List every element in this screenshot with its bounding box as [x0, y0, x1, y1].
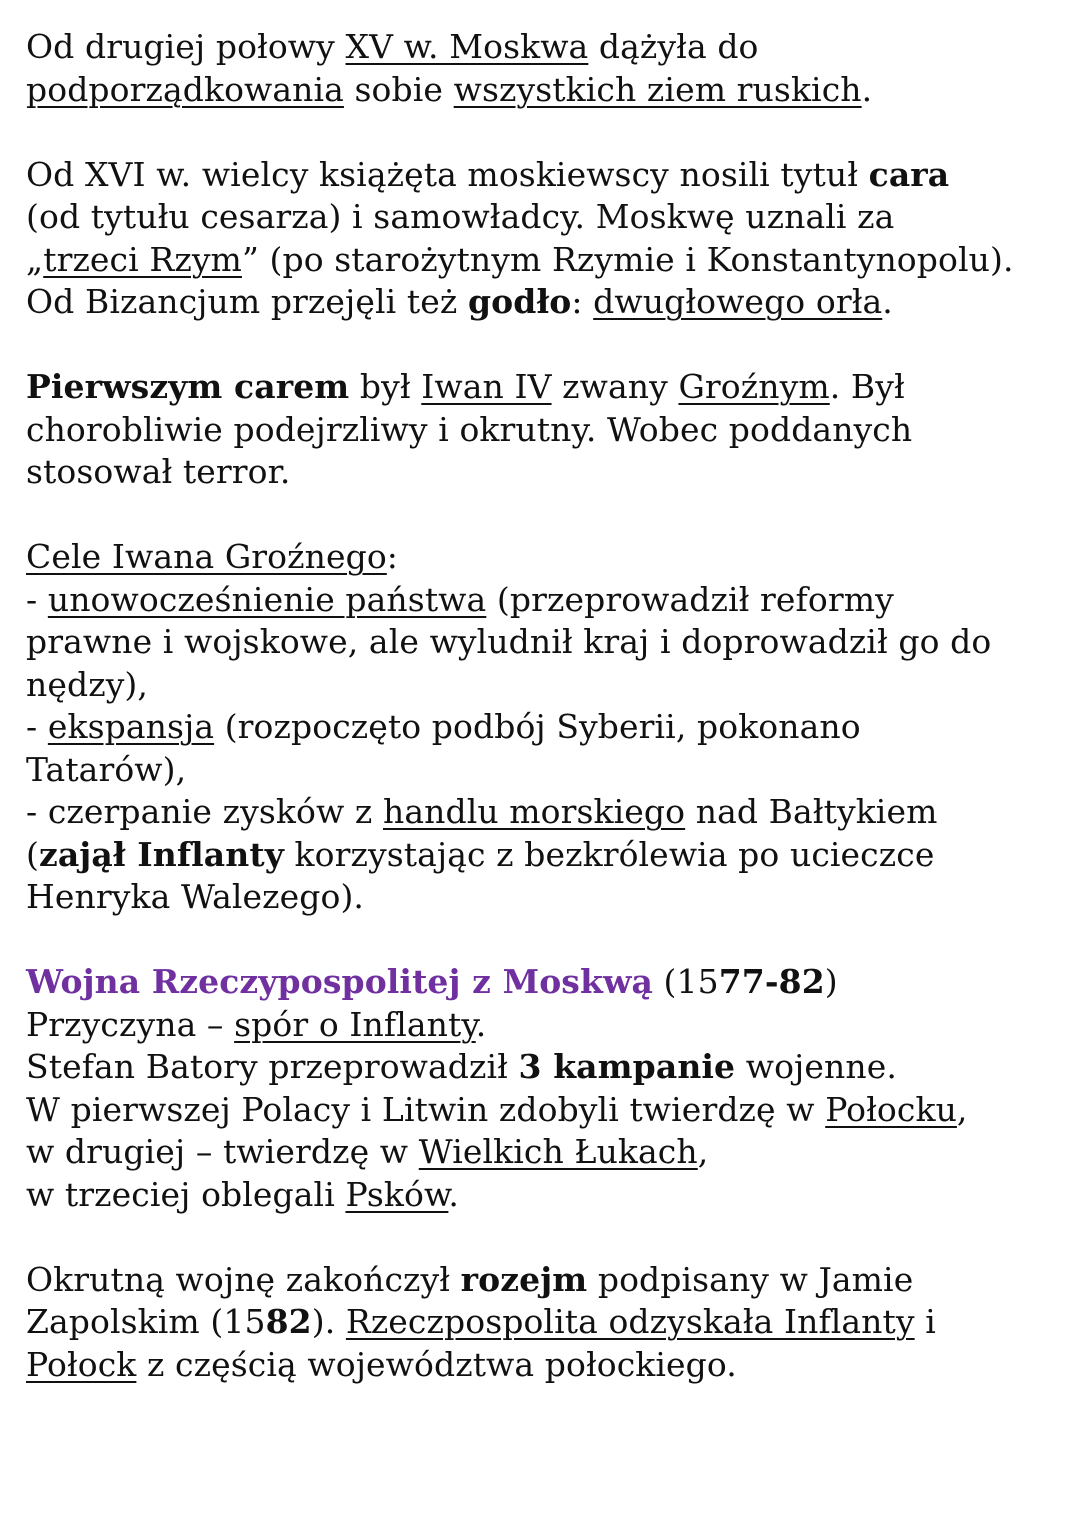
text-run: . [882, 282, 893, 321]
paragraph-ivan-goals [26, 536, 1066, 919]
text-run: dążyła do [588, 27, 759, 66]
list-item [26, 706, 1066, 749]
underlined-term: Psków [345, 1174, 449, 1214]
text-line [26, 536, 1066, 579]
heading-title: Wojna Rzeczypospolitej z Moskwą [26, 962, 653, 1001]
text-run: ). [311, 1302, 346, 1341]
text-line [26, 281, 1066, 324]
text-line [26, 154, 1066, 197]
bold-term: rozejm [460, 1259, 588, 1299]
section-heading [26, 961, 1066, 1004]
text-line: chorobliwie podejrzliwy i okrutny. Wobec poddanych [26, 409, 913, 449]
text-run: w drugiej – twierdzę w [26, 1132, 419, 1171]
text-line [26, 366, 1066, 409]
underlined-term: podporządkowania [26, 69, 344, 109]
text-line [26, 1046, 1066, 1089]
text-run: : [386, 537, 399, 576]
underlined-term: Połock [26, 1344, 137, 1384]
underlined-term: handlu morskiego [382, 792, 686, 831]
underlined-term: Groźnym [678, 367, 830, 406]
text-run: ( [26, 834, 39, 874]
text-line: (od tytułu cesarza) i samowładcy. Moskwę uznali za [26, 197, 895, 236]
text-run: Zapolskim (15 [26, 1302, 266, 1341]
text-run: : [571, 282, 594, 321]
text-line [26, 1301, 1066, 1344]
text-run: sobie [343, 69, 454, 109]
bold-term: Pierwszym carem [26, 367, 350, 406]
text-run: - [26, 579, 48, 619]
text-run: zwany [551, 367, 679, 406]
note-page [26, 26, 1066, 1429]
underlined-term: dwugłowego orła [593, 282, 883, 321]
text-run: , [956, 1089, 968, 1129]
text-run: Od drugiej połowy [26, 27, 346, 66]
underlined-term: trzeci Rzym [43, 239, 242, 279]
text-run: . [448, 1174, 459, 1214]
text-run: - [26, 707, 48, 746]
text-run: był [349, 367, 422, 406]
underlined-term: wszystkich ziem ruskich [453, 69, 862, 109]
text-run: i [914, 1302, 936, 1341]
paragraph-truce [26, 1259, 1066, 1387]
text-line [26, 1344, 1066, 1387]
text-run: Okrutną wojnę zakończył [26, 1259, 461, 1299]
paragraph-tsar-title [26, 154, 1066, 324]
text-line [26, 1004, 1066, 1047]
text-run: Stefan Batory przeprowadził [26, 1047, 519, 1086]
underlined-term: Wielkich Łukach [418, 1132, 698, 1171]
underlined-term: spór o Inflanty [234, 1004, 476, 1044]
underlined-term: Połocku [825, 1089, 957, 1129]
bold-term: 82 [265, 1302, 312, 1341]
text-run: - czerpanie zysków z [26, 792, 383, 831]
bold-term: godło [467, 282, 572, 321]
text-line [26, 1259, 1066, 1302]
text-run: „ [26, 239, 44, 279]
paragraph-war-with-moscow [26, 961, 1066, 1216]
paragraph-moscow-expansion [26, 26, 1066, 111]
text-run: podpisany w Jamie [587, 1259, 914, 1299]
text-line [26, 1131, 1066, 1174]
text-line: prawne i wojskowe, ale wyludnił kraj i doprowadził go do [26, 622, 992, 661]
underlined-term: unowocześnienie państwa [47, 579, 487, 619]
text-run: . [861, 69, 873, 109]
text-run: w trzeciej oblegali [26, 1174, 346, 1214]
text-line: stosował terror. [26, 452, 291, 491]
list-item [26, 579, 1066, 622]
paragraph-first-tsar [26, 366, 1066, 494]
bold-term: 77-82 [718, 962, 825, 1001]
text-line: Henryka Walezego). [26, 877, 365, 916]
text-run: . [475, 1004, 487, 1044]
text-run: (rozpoczęto podbój Syberii, pokonano [214, 707, 861, 746]
underlined-term: Rzeczpospolita odzyskała Inflanty [345, 1302, 915, 1341]
text-run: ) [824, 962, 838, 1001]
text-run: (przeprowadził reformy [486, 579, 894, 619]
bold-term: 3 kampanie [518, 1047, 736, 1086]
text-line: Tatarów), [26, 749, 187, 789]
text-line [26, 69, 1066, 112]
text-line [26, 834, 1066, 877]
text-line: nędzy), [26, 664, 149, 704]
text-run: z częścią województwa połockiego. [136, 1344, 737, 1384]
text-run: korzystając z bezkrólewia po ucieczce [283, 834, 935, 874]
list-item [26, 791, 1066, 834]
text-run: nad Bałtykiem [685, 792, 938, 831]
underlined-term: XV w. Moskwa [345, 27, 589, 66]
text-line [26, 239, 1066, 282]
text-run: Przyczyna – [26, 1004, 235, 1044]
text-run: , [697, 1132, 709, 1171]
text-run: Od XVI w. wielcy książęta moskiewscy nosili tytuł [26, 154, 869, 194]
text-line [26, 1174, 1066, 1217]
text-run: wojenne. [735, 1047, 897, 1086]
bold-term: zajął Inflanty [38, 834, 284, 874]
underlined-term: Cele Iwana Groźnego [26, 537, 387, 576]
text-run: (15 [652, 962, 719, 1001]
text-run: ” (po starożytnym Rzymie i Konstantynopolu). [241, 239, 1014, 279]
bold-term: cara [868, 154, 950, 194]
underlined-term: Iwan IV [421, 367, 552, 406]
text-run: . Był [829, 367, 905, 406]
text-run: Od Bizancjum przejęli też [26, 282, 468, 321]
text-line [26, 1089, 1066, 1132]
underlined-term: ekspansja [47, 707, 215, 746]
text-line [26, 26, 1066, 69]
text-run: W pierwszej Polacy i Litwin zdobyli twierdzę w [26, 1089, 826, 1129]
